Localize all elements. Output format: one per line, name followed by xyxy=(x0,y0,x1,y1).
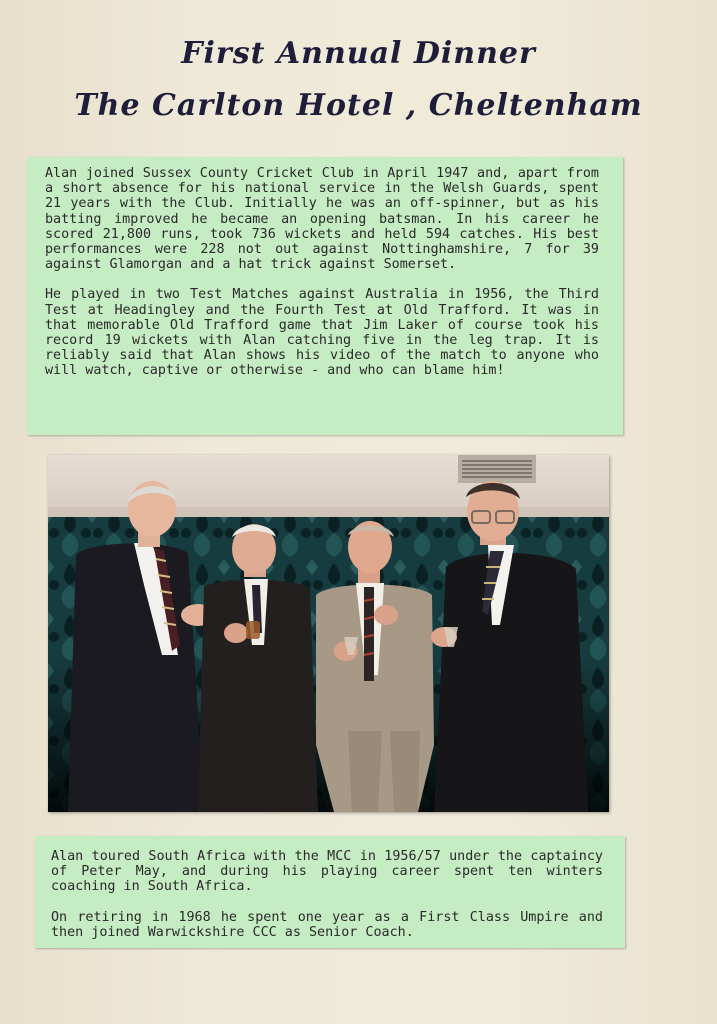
career-card xyxy=(35,836,625,948)
career-paragraph-1: Alan toured South Africa with the MCC in 1956/57 under the captaincy of Peter May, and during his playing career spent ten winters coaching in South Africa. xyxy=(51,849,603,895)
page-title: First Annual Dinner xyxy=(181,36,536,71)
group-photo xyxy=(48,455,609,812)
biography-paragraph-2: He played in two Test Matches against Australia in 1956, the Third Test at Headingley and the Fourth Test at Old Trafford. It was in that memorable Old Trafford game that Jim Laker of course took his record 19 wickets with Alan catching five in the leg trap. It is reliably said that Alan shows his video of the match to anyone who will watch, captive or otherwise - and who can blame him! xyxy=(45,287,599,379)
group-photo-illustration xyxy=(48,455,609,812)
biography-card xyxy=(27,157,623,435)
page-subtitle: The Carlton Hotel , Cheltenham xyxy=(74,88,643,123)
biography-paragraph-1: Alan joined Sussex County Cricket Club in April 1947 and, apart from a short absence for his national service in the Welsh Guards, spent 21 years with the Club. Initially he was an off-spinner, but as his batting improved he became an opening batsman. In his career he scored 21,800 runs, took 736 wickets and held 594 catches. His best performances were 228 not out against Nottinghamshire, 7 for 39 against Glamorgan and a hat trick against Somerset. xyxy=(45,166,599,273)
career-paragraph-2: On retiring in 1968 he spent one year as a First Class Umpire and then joined Warwickshire CCC as Senior Coach. xyxy=(51,909,603,940)
